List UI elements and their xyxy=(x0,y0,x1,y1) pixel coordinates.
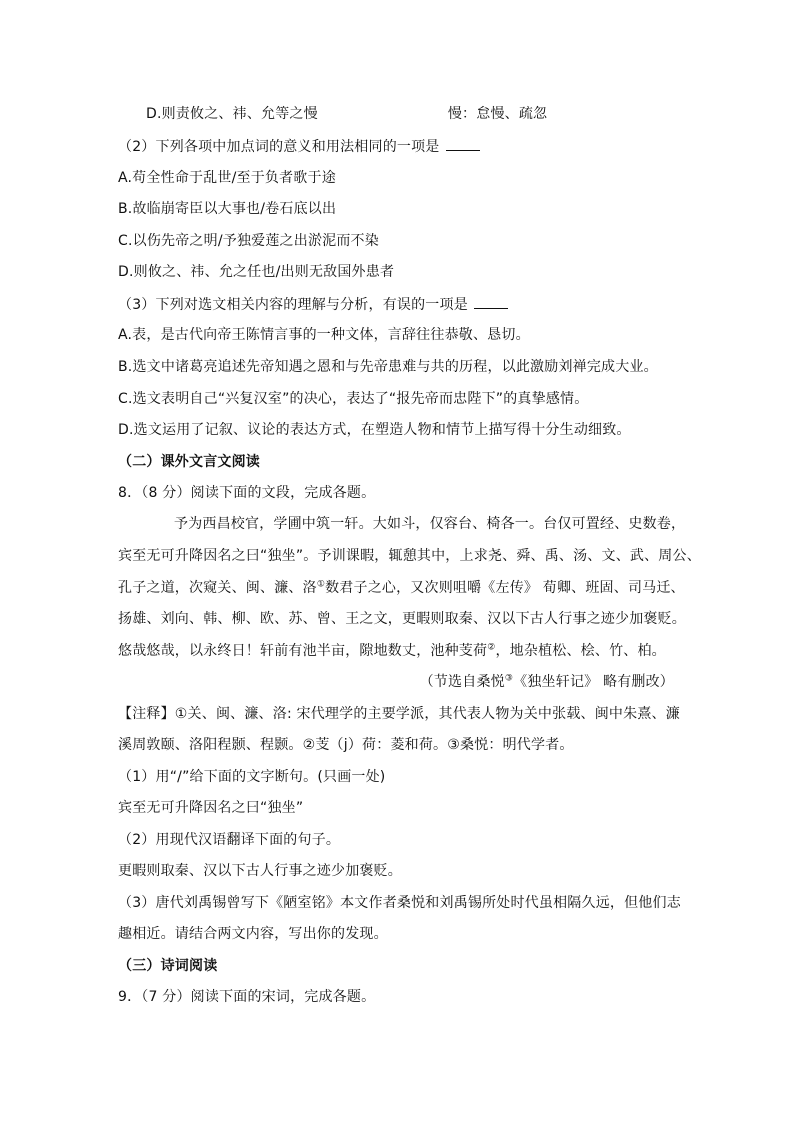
answer-blank xyxy=(446,136,480,151)
passage-line-3-b: 数君子之心，又次则咀嚼《左传》 荀卿、班固、司马迁、 xyxy=(325,580,685,596)
q3-option-d: D.选文运用了记叙、议论的表达方式，在塑造人物和情节上描写得十分生动细致。 xyxy=(118,422,631,438)
q8-sub2-text: 更暇则取秦、汉以下古人行事之迹少加褒贬。 xyxy=(118,863,402,879)
q2-option-d: D.则攸之、祎、允之任也/出则无敌国外患者 xyxy=(118,264,395,280)
q2-option-b: B.故临崩寄臣以大事也/卷石底以出 xyxy=(118,201,337,217)
source-a: （节选自桑悦 xyxy=(419,674,505,690)
q3-stem-text: （3）下列对选文相关内容的理解与分析，有误的一项是 xyxy=(118,297,468,313)
notes-line-1: 【注释】①关、闽、濂、洛: 宋代理学的主要学派，其代表人物为关中张载、闽中朱熹、濂 xyxy=(118,706,680,722)
q8-sub1-text: 宾至无可升降因名之曰“独坐” xyxy=(118,800,304,816)
footnote-marker-1: ① xyxy=(316,579,326,590)
q1-option-d xyxy=(146,104,547,124)
q9-stem: 9．（7 分）阅读下面的宋词，完成各题。 xyxy=(118,989,376,1005)
source-b: 《独坐轩记》 略有删改） xyxy=(513,674,674,690)
footnote-marker-3: ③ xyxy=(504,673,514,684)
passage-source xyxy=(420,672,674,692)
q8-sub2-stem: （2）用现代汉语翻译下面的句子。 xyxy=(118,832,341,848)
answer-blank xyxy=(474,294,508,309)
passage-line-5-a: 悠哉悠哉，以永终日！轩前有池半亩，隙地数丈，池种芰荷 xyxy=(118,643,488,659)
q2-stem xyxy=(118,136,480,157)
q8-stem: 8．（8 分）阅读下面的文段，完成各题。 xyxy=(118,485,376,501)
q3-option-c: C.选文表明自己“兴复汉室”的决心，表达了“报先帝而忠陛下”的真挚感情。 xyxy=(118,391,589,407)
passage-line-3 xyxy=(118,578,685,598)
passage-line-4: 扬雄、刘向、韩、柳、欧、苏、曾、王之文，更暇则取秦、汉以下古人行事之迹少加褒贬。 xyxy=(118,611,686,627)
q3-stem xyxy=(118,294,508,315)
notes-line-2: 溪周敦颐、洛阳程颢、程颢。②芰（j）荷：菱和荷。③桑悦：明代学者。 xyxy=(118,737,574,753)
section-heading-3: （三）诗词阅读 xyxy=(118,958,218,974)
q3-option-a: A.表，是古代向帝王陈情言事的一种文体，言辞往往恭敬、恳切。 xyxy=(118,327,530,343)
q3-option-b: B.选文中诸葛亮追述先帝知遇之恩和与先帝患难与共的历程，以此激励刘禅完成大业。 xyxy=(118,359,658,375)
footnote-marker-2: ② xyxy=(487,642,496,653)
q2-option-a: A.苟全性命于乱世/至于负者歌于途 xyxy=(118,170,336,186)
q8-sub1-stem: （1）用“/”给下面的文字断句。(只画一处) xyxy=(118,769,386,785)
q8-sub3-line-1: （3）唐代刘禹锡曾写下《陋室铭》本文作者桑悦和刘禹锡所处时代虽相隔久远，但他们志 xyxy=(118,895,681,911)
q1-option-d-text: D.则责攸之、祎、允等之慢 xyxy=(146,106,318,122)
q8-sub3-line-2: 趣相近。请结合两文内容，写出你的发现。 xyxy=(118,926,388,942)
passage-line-5-b: ，地杂植松、桧、竹、柏。 xyxy=(495,643,666,659)
section-heading-2: （二）课外文言文阅读 xyxy=(118,454,260,470)
passage-line-3-a: 孔子之道，次窥关、闽、濂、洛 xyxy=(118,580,317,596)
passage-line-5 xyxy=(118,641,666,661)
passage-line-2: 宾至无可升降因名之曰“独坐”。予训课暇，辄憩其中，上求尧、舜、禹、汤、文、武、周公、 xyxy=(118,548,701,564)
q2-stem-text: （2）下列各项中加点词的意义和用法相同的一项是 xyxy=(118,139,440,155)
passage-line-1: 予为西昌校官，学圃中筑一轩。大如斗，仅容台、椅各一。台仅可置经、史数卷， xyxy=(174,516,686,532)
q1-option-d-gloss: 慢：怠慢、疏忽 xyxy=(447,106,548,122)
q2-option-c: C.以伤先帝之明/予独爱莲之出淤泥而不染 xyxy=(118,233,379,249)
